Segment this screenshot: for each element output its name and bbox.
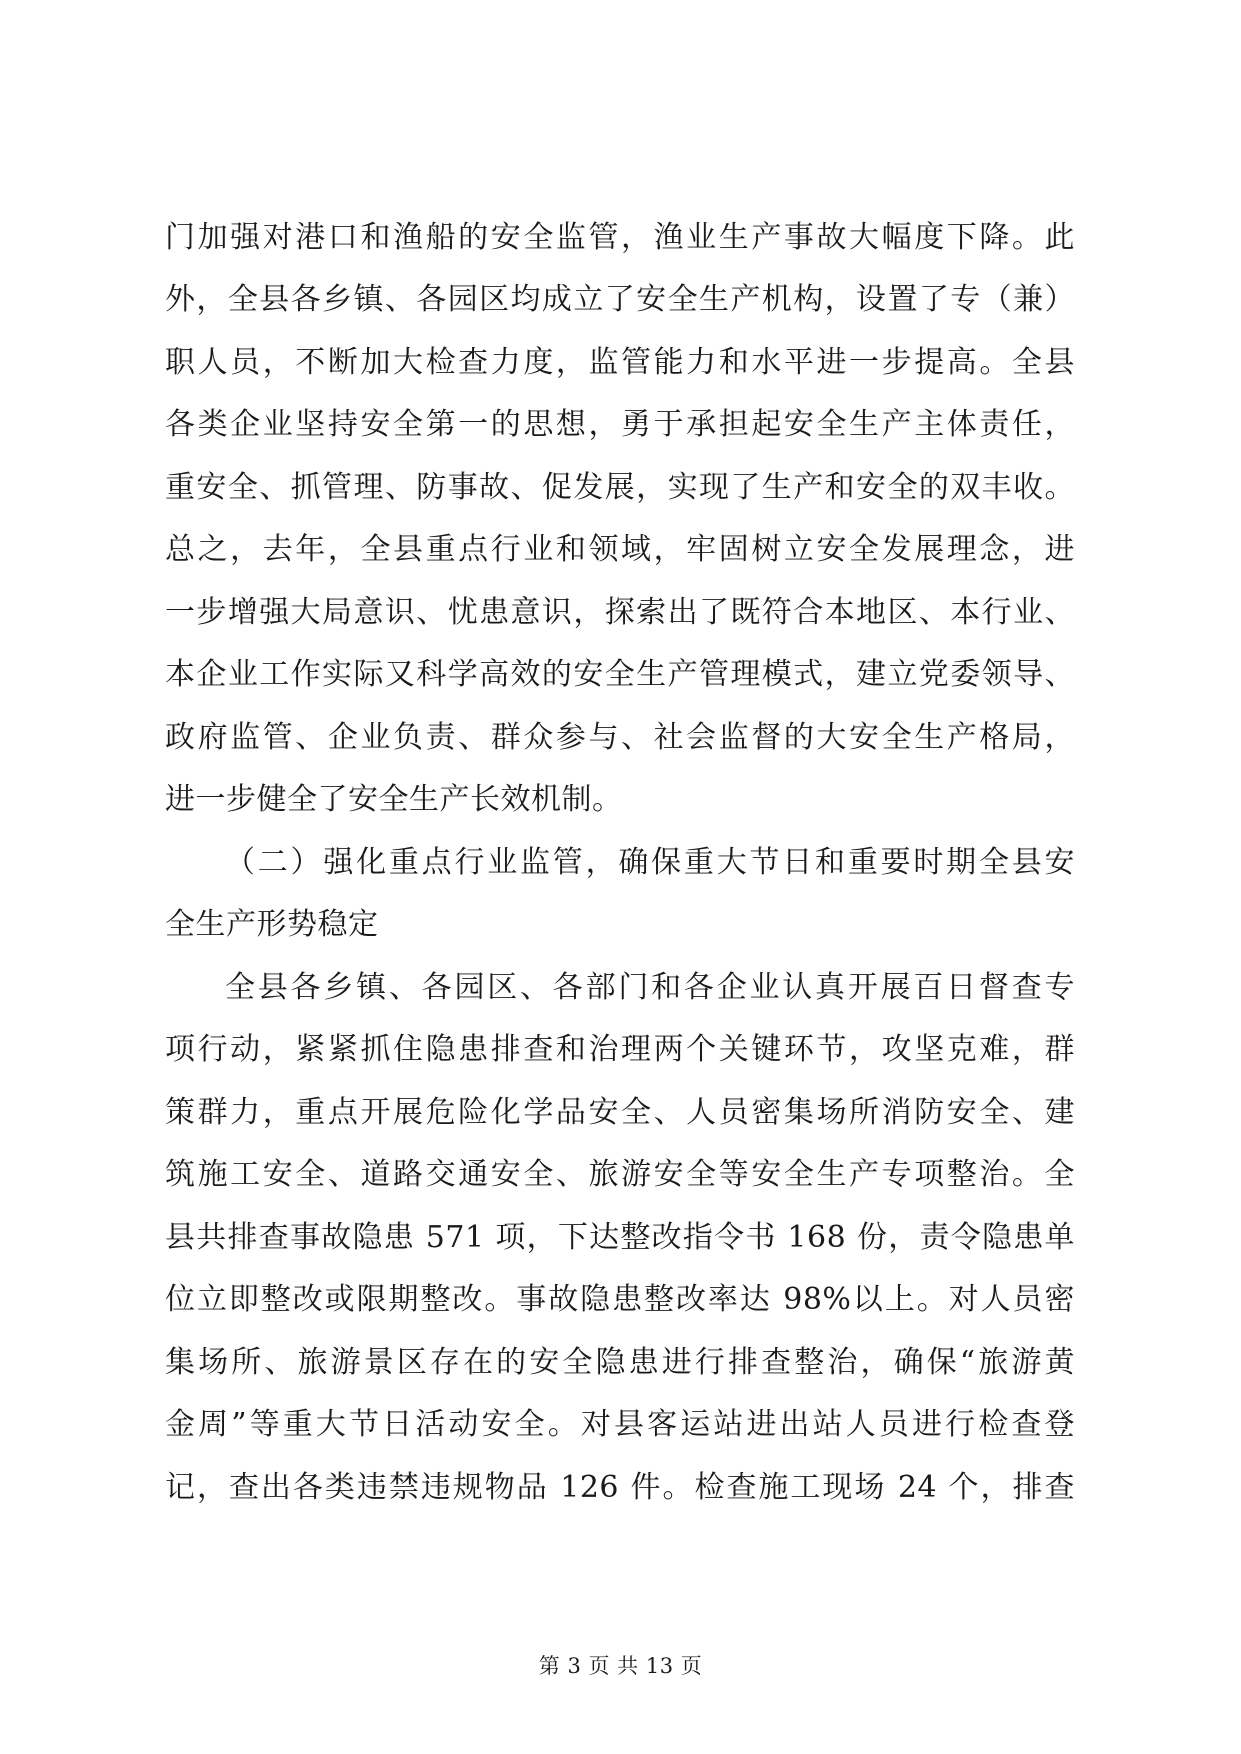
text-line: 位立即整改或限期整改。事故隐患整改率达 98%以上。对人员密 <box>165 1282 1075 1317</box>
page-footer: 第 3 页 共 13 页 <box>538 1654 703 1678</box>
text-line: 进一步健全了安全生产长效机制。 <box>165 782 623 817</box>
text-line: 外，全县各乡镇、各园区均成立了安全生产机构，设置了专（兼） <box>165 282 1075 317</box>
text-line: 金周”等重大节日活动安全。对县客运站进出站人员进行检查登 <box>165 1407 1075 1442</box>
section-heading-line: 全生产形势稳定 <box>165 907 379 942</box>
text-line: 本企业工作实际又科学高效的安全生产管理模式，建立党委领导、 <box>165 657 1075 692</box>
text-line: 全县各乡镇、各园区、各部门和各企业认真开展百日督查专 <box>225 970 1075 1005</box>
text-line: 集场所、旅游景区存在的安全隐患进行排查整治，确保“旅游黄 <box>165 1345 1075 1380</box>
text-line: 职人员，不断加大检查力度，监管能力和水平进一步提高。全县 <box>165 345 1075 380</box>
text-line: 策群力，重点开展危险化学品安全、人员密集场所消防安全、建 <box>165 1095 1075 1130</box>
text-line: 项行动，紧紧抓住隐患排查和治理两个关键环节，攻坚克难，群 <box>165 1032 1075 1067</box>
text-line: 一步增强大局意识、忧患意识，探索出了既符合本地区、本行业、 <box>165 595 1075 630</box>
text-line: 县共排查事故隐患 571 项，下达整改指令书 168 份，责令隐患单 <box>165 1220 1075 1255</box>
text-line: 各类企业坚持安全第一的思想，勇于承担起安全生产主体责任， <box>165 407 1075 442</box>
section-heading-line: （二）强化重点行业监管，确保重大节日和重要时期全县安 <box>225 845 1075 880</box>
text-line: 门加强对港口和渔船的安全监管，渔业生产事故大幅度下降。此 <box>165 220 1075 255</box>
text-line: 重安全、抓管理、防事故、促发展，实现了生产和安全的双丰收。 <box>165 470 1075 505</box>
text-line: 政府监管、企业负责、群众参与、社会监督的大安全生产格局， <box>165 720 1075 755</box>
text-line: 筑施工安全、道路交通安全、旅游安全等安全生产专项整治。全 <box>165 1157 1075 1192</box>
text-line: 记，查出各类违禁违规物品 126 件。检查施工现场 24 个，排查 <box>165 1470 1075 1505</box>
text-line: 总之，去年，全县重点行业和领域，牢固树立安全发展理念，进 <box>165 532 1075 567</box>
